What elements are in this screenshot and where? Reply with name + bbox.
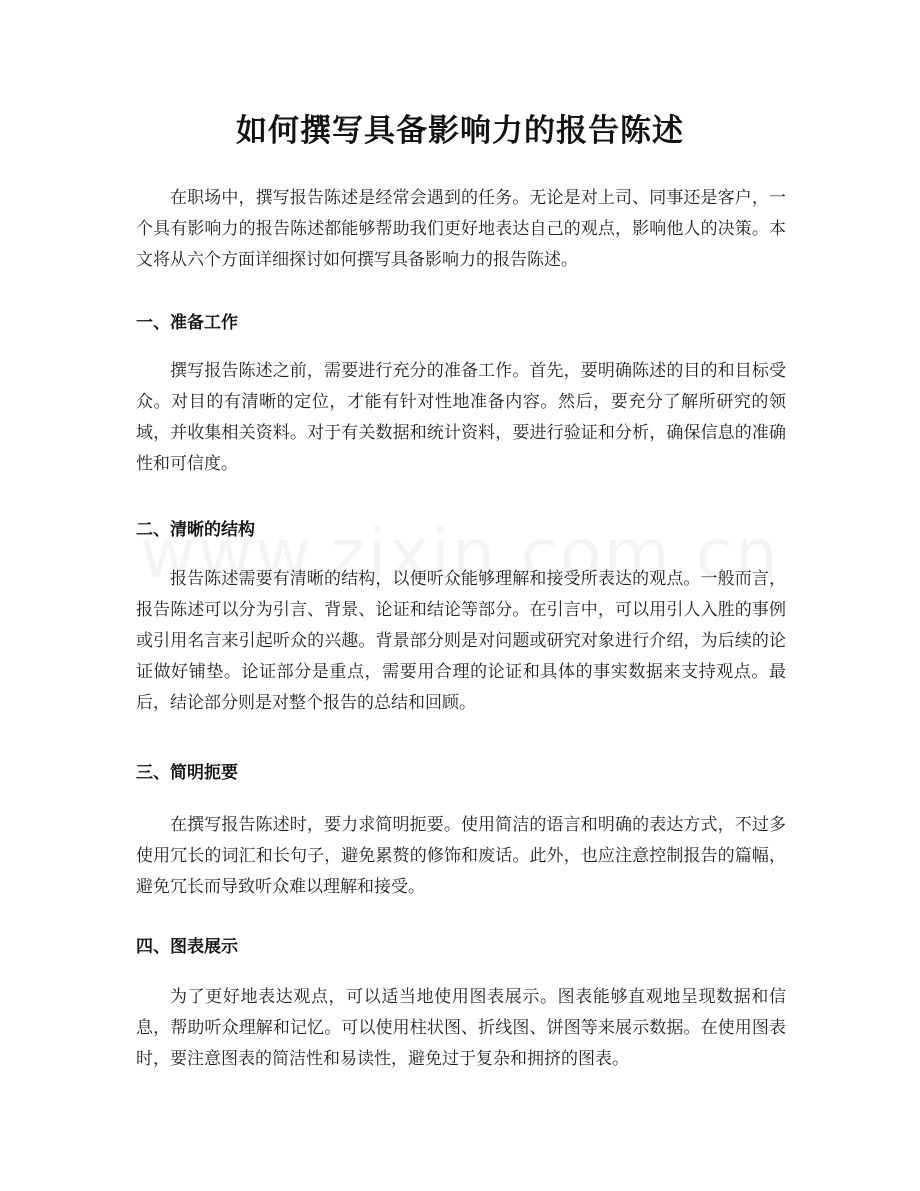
section-heading-4: 四、图表展示	[136, 937, 238, 957]
section-body-3: 在撰写报告陈述时，要力求简明扼要。使用简洁的语言和明确的表达方式，不过多使用冗长的词汇和长句子，避免累赘的修饰和废话。此外，也应注意控制报告的篇幅，避免冗长而导致听众难以理解和接受。	[136, 815, 786, 897]
section-heading-2: 二、清晰的结构	[136, 520, 255, 540]
document-title: 如何撰写具备影响力的报告陈述	[236, 113, 684, 149]
section-heading-3: 三、简明扼要	[136, 763, 238, 783]
section-heading-1: 一、准备工作	[136, 313, 238, 333]
section-body-1: 撰写报告陈述之前，需要进行充分的准备工作。首先，要明确陈述的目的和目标受众。对目的有清晰的定位，才能有针对性地准备内容。然后，要充分了解所研究的领域，并收集相关资料。对于有关数据和统计资料，要进行验证和分析，确保信息的准确性和可信度。	[136, 361, 786, 474]
section-body-4: 为了更好地表达观点，可以适当地使用图表展示。图表能够直观地呈现数据和信息，帮助听众理解和记忆。可以使用柱状图、折线图、饼图等来展示数据。在使用图表时，要注意图表的简洁性和易读性，避免过于复杂和拥挤的图表。	[136, 987, 786, 1069]
section-body-2: 报告陈述需要有清晰的结构，以便听众能够理解和接受所表达的观点。一般而言，报告陈述可以分为引言、背景、论证和结论等部分。在引言中，可以用引人入胜的事例或引用名言来引起听众的兴趣。背景部分则是对问题或研究对象进行介绍，为后续的论证做好铺垫。论证部分是重点，需要用合理的论证和具体的事实数据来支持观点。最后，结论部分则是对整个报告的总结和回顾。	[136, 569, 786, 713]
intro-paragraph: 在职场中，撰写报告陈述是经常会遇到的任务。无论是对上司、同事还是客户，一个具有影响力的报告陈述都能够帮助我们更好地表达自己的观点，影响他人的决策。本文将从六个方面详细探讨如何撰写具备影响力的报告陈述。	[136, 188, 786, 270]
